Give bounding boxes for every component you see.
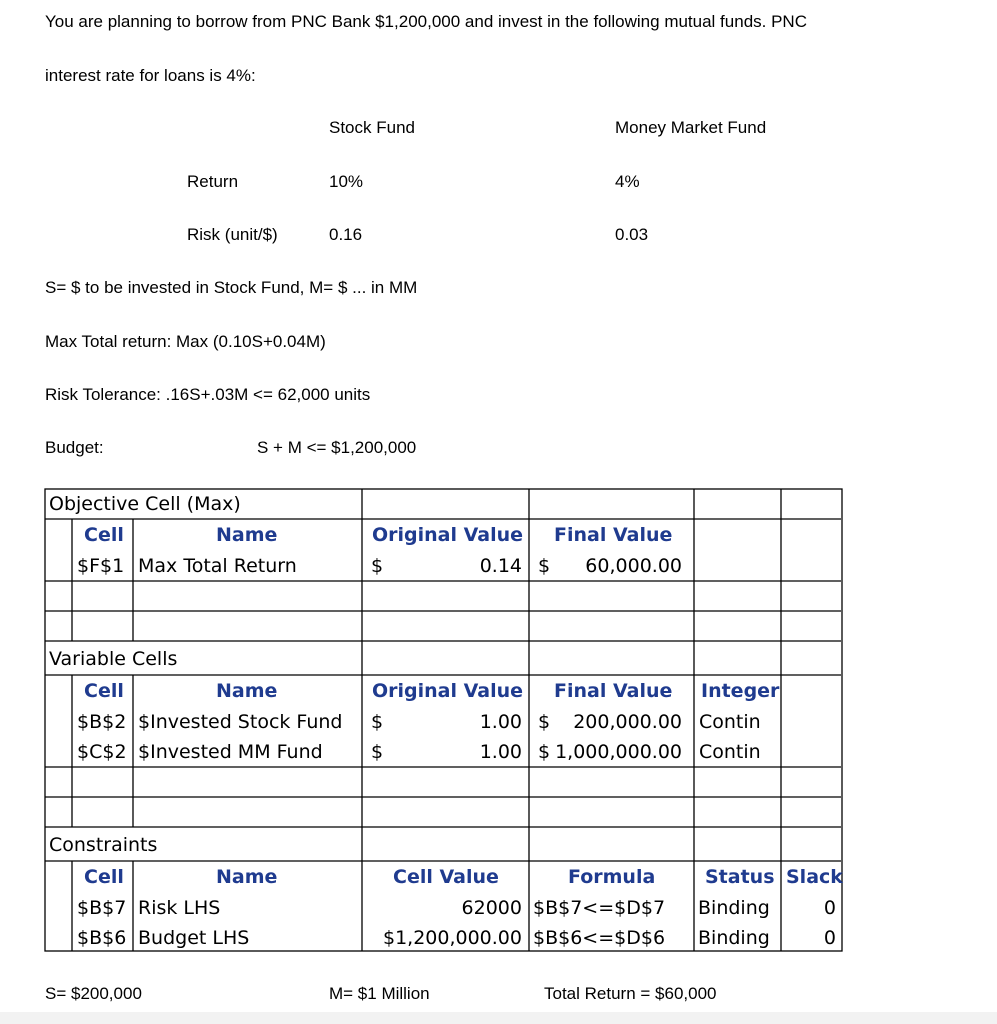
constraint-cell-name: Risk LHS	[138, 897, 221, 919]
constraint-slack: 0	[823, 897, 836, 919]
stock-risk: 0.16	[329, 225, 363, 244]
variable-original-value: 1.00	[479, 711, 522, 733]
objective-header-cell: Cell	[84, 524, 124, 546]
variable-cell-name: $Invested MM Fund	[138, 741, 323, 763]
objective-header-original: Original Value	[372, 524, 524, 546]
constraints-header-value: Cell Value	[393, 866, 499, 888]
header-money-market-fund: Money Market Fund	[615, 118, 767, 137]
constraint-cell-value: $1,200,000.00	[382, 927, 522, 949]
summary-s-value: S= $200,000	[45, 984, 142, 1003]
objective-cell-name: Max Total Return	[138, 555, 297, 577]
constraint-status: Binding	[698, 897, 770, 919]
variable-original-value: 1.00	[479, 741, 522, 763]
objective-original-value: 0.14	[479, 555, 522, 577]
variable-cell-name: $Invested Stock Fund	[138, 711, 343, 733]
risk-label: Risk (unit/$)	[187, 225, 278, 244]
variable-original-currency: $	[371, 741, 384, 763]
variables-header-integer: Integer	[701, 680, 780, 702]
constraints-header-cell: Cell	[84, 866, 124, 888]
constraint-cell-ref: $B$6	[77, 927, 127, 949]
return-label: Return	[187, 172, 239, 191]
variable-final-currency: $	[538, 741, 551, 763]
summary-m-value: M= $1 Million	[329, 984, 430, 1003]
variable-final-value: 1,000,000.00	[555, 741, 682, 763]
constraints-header-slack: Slack	[786, 866, 843, 888]
constraint-formula: $B$7<=$D$7	[533, 897, 666, 919]
mm-risk: 0.03	[615, 225, 649, 244]
variable-cell-ref: $C$2	[77, 741, 127, 763]
objective-section-title: Objective Cell (Max)	[49, 493, 241, 515]
header-stock-fund: Stock Fund	[329, 118, 415, 137]
risk-tolerance-statement: Risk Tolerance: .16S+.03M <= 62,000 units	[45, 385, 371, 404]
variables-header-final: Final Value	[554, 680, 673, 702]
page-bottom-edge	[0, 1012, 997, 1024]
variable-cell-ref: $B$2	[77, 711, 127, 733]
variable-definition: S= $ to be invested in Stock Fund, M= $ ... in MM	[45, 278, 418, 297]
variable-final-value: 200,000.00	[573, 711, 682, 733]
summary-total-return: Total Return = $60,000	[544, 984, 717, 1003]
objective-cell-ref: $F$1	[77, 555, 125, 577]
intro-line-1: You are planning to borrow from PNC Bank $1,200,000 and invest in the following mutual funds. PNC	[45, 12, 807, 31]
variables-section-title: Variable Cells	[49, 648, 178, 670]
budget-label: Budget:	[45, 438, 104, 457]
variable-integer-type: Contin	[699, 711, 761, 733]
budget-constraint: S + M <= $1,200,000	[257, 438, 417, 457]
variables-header-original: Original Value	[372, 680, 524, 702]
constraint-cell-name: Budget LHS	[138, 927, 250, 949]
variable-integer-type: Contin	[699, 741, 761, 763]
mm-return: 4%	[615, 172, 640, 191]
objective-header-name: Name	[216, 524, 278, 546]
constraint-cell-ref: $B$7	[77, 897, 127, 919]
constraints-header-status: Status	[705, 866, 775, 888]
variables-header-cell: Cell	[84, 680, 124, 702]
stock-return: 10%	[329, 172, 364, 191]
constraint-slack: 0	[823, 927, 836, 949]
objective-header-final: Final Value	[554, 524, 673, 546]
constraint-status: Binding	[698, 927, 770, 949]
objective-final-value: 60,000.00	[585, 555, 682, 577]
intro-line-2: interest rate for loans is 4%:	[45, 66, 256, 85]
variables-header-name: Name	[216, 680, 278, 702]
objective-original-currency: $	[371, 555, 384, 577]
constraints-section-title: Constraints	[49, 834, 158, 856]
solver-answer-report	[44, 488, 844, 954]
constraint-formula: $B$6<=$D$6	[533, 927, 666, 949]
constraints-header-name: Name	[216, 866, 278, 888]
objective-final-currency: $	[538, 555, 551, 577]
constraint-cell-value: 62000	[461, 897, 522, 919]
objective-statement: Max Total return: Max (0.10S+0.04M)	[45, 332, 326, 351]
variable-original-currency: $	[371, 711, 384, 733]
constraints-header-formula: Formula	[568, 866, 656, 888]
variable-final-currency: $	[538, 711, 551, 733]
